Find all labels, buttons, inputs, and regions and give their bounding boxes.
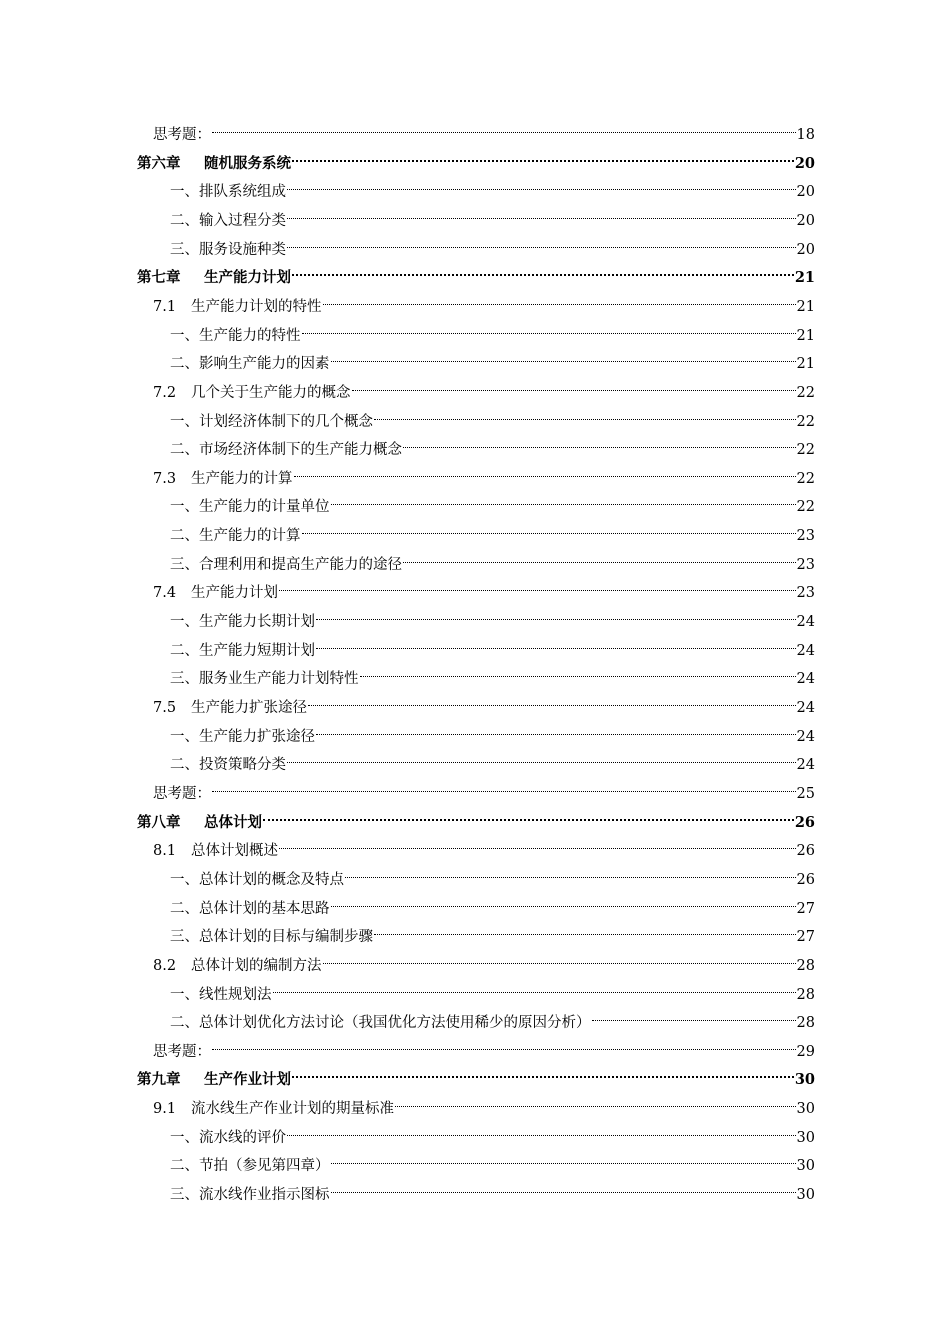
toc-entry-label: 二、生产能力短期计划 <box>170 642 315 659</box>
dot-leader <box>287 1135 796 1136</box>
dot-leader <box>323 963 796 964</box>
dot-leader <box>395 1106 796 1107</box>
toc-item-entry[interactable] <box>170 723 815 751</box>
toc-item-entry[interactable] <box>170 1124 815 1152</box>
toc-section-entry[interactable] <box>153 293 815 321</box>
section-title: 生产能力计划 <box>191 585 278 602</box>
dot-leader <box>345 877 796 878</box>
dot-leader <box>294 476 796 477</box>
section-title: 生产能力计划的特性 <box>191 298 322 315</box>
page-number: 21 <box>796 298 815 315</box>
toc-item-entry[interactable] <box>170 1181 815 1209</box>
page-number: 30 <box>794 1071 815 1089</box>
dot-leader <box>279 590 796 591</box>
dot-leader <box>316 619 796 620</box>
dot-leader <box>263 819 794 821</box>
toc-entry-label: 三、合理利用和提高生产能力的途径 <box>170 556 402 573</box>
toc-chapter-entry[interactable] <box>137 1066 815 1094</box>
toc-item-entry[interactable] <box>170 751 815 779</box>
toc-entry-label <box>153 293 322 321</box>
dot-leader <box>331 1163 796 1164</box>
toc-questions-entry[interactable] <box>153 780 815 808</box>
dot-leader <box>287 247 796 248</box>
chapter-title: 随机服务系统 <box>204 154 291 172</box>
chapter-number: 第八章 <box>137 813 181 831</box>
toc-item-entry[interactable] <box>170 608 815 636</box>
toc-entry-label: 三、流水线作业指示图标 <box>170 1187 330 1204</box>
page-number: 30 <box>796 1187 815 1204</box>
toc-entry-label: 一、流水线的评价 <box>170 1129 286 1146</box>
page-number: 24 <box>796 700 815 716</box>
toc-entry-label: 思考题： <box>153 785 211 802</box>
toc-questions-entry[interactable] <box>153 121 815 149</box>
toc-entry-label <box>153 837 278 865</box>
toc-entry-label: 三、服务设施种类 <box>170 241 286 258</box>
dot-leader <box>331 361 796 362</box>
section-title: 总体计划的编制方法 <box>191 957 322 974</box>
section-title: 流水线生产作业计划的期量标准 <box>191 1101 394 1118</box>
dot-leader <box>212 132 796 133</box>
chapter-title: 生产能力计划 <box>204 269 291 287</box>
toc-item-entry[interactable] <box>170 178 815 206</box>
toc-entry-label: 一、生产能力的特性 <box>170 327 301 344</box>
page-number: 20 <box>796 212 815 229</box>
dot-leader <box>279 848 796 849</box>
section-title: 生产能力的计算 <box>191 470 293 487</box>
dot-leader <box>592 1020 796 1021</box>
toc-chapter-entry[interactable] <box>137 150 815 178</box>
dot-leader <box>331 1192 796 1193</box>
toc-section-entry[interactable] <box>153 694 815 722</box>
page-number: 25 <box>796 785 815 802</box>
toc-entry-label <box>153 694 307 722</box>
dot-leader <box>302 533 796 534</box>
dot-leader <box>292 274 794 276</box>
page-number: 26 <box>796 843 815 860</box>
page-number: 30 <box>796 1129 815 1146</box>
toc-entry-label: 思考题： <box>153 127 211 143</box>
toc-item-entry[interactable] <box>170 923 815 951</box>
toc-entry-label <box>137 264 291 292</box>
chapter-number: 第九章 <box>137 1071 181 1089</box>
toc-entry-label: 二、投资策略分类 <box>170 757 286 774</box>
toc-entry-label: 三、服务业生产能力计划特性 <box>170 671 359 688</box>
dot-leader <box>316 648 796 649</box>
page-number: 22 <box>796 470 815 487</box>
toc-chapter-entry[interactable] <box>137 809 815 837</box>
page-number: 23 <box>796 556 815 573</box>
toc-section-entry[interactable] <box>153 579 815 607</box>
toc-section-entry[interactable] <box>153 952 815 980</box>
toc-entry-label: 二、总体计划优化方法讨论（我国优化方法使用稀少的原因分析） <box>170 1015 591 1032</box>
section-number: 7.2 <box>153 384 177 401</box>
dot-leader <box>308 705 796 706</box>
toc-item-entry[interactable] <box>170 551 815 579</box>
page-number: 27 <box>796 900 815 917</box>
section-title: 几个关于生产能力的概念 <box>191 384 351 401</box>
page-number: 20 <box>796 184 815 201</box>
toc-entry-label <box>137 1066 291 1094</box>
toc-entry-label: 一、计划经济体制下的几个概念 <box>170 413 373 430</box>
page-number: 27 <box>796 929 815 946</box>
page-number: 21 <box>796 327 815 344</box>
toc-item-entry[interactable] <box>170 436 815 464</box>
toc-section-entry[interactable] <box>153 465 815 493</box>
page-number: 22 <box>796 499 815 516</box>
page-number: 28 <box>796 957 815 974</box>
dot-leader <box>273 992 796 993</box>
toc-entry-label <box>153 379 351 407</box>
page-number: 22 <box>796 442 815 459</box>
dot-leader <box>352 390 796 391</box>
toc-entry-label: 二、输入过程分类 <box>170 212 286 229</box>
page-number: 20 <box>796 241 815 258</box>
toc-item-entry[interactable] <box>170 522 815 550</box>
toc-entry-label: 一、生产能力长期计划 <box>170 614 315 631</box>
toc-entry-label: 一、线性规划法 <box>170 986 272 1003</box>
toc-item-entry[interactable] <box>170 322 815 350</box>
dot-leader <box>287 218 796 219</box>
page-number: 28 <box>796 986 815 1003</box>
toc-section-entry[interactable] <box>153 837 815 865</box>
toc-item-entry[interactable] <box>170 866 815 894</box>
chapter-title: 生产作业计划 <box>204 1071 291 1089</box>
dot-leader <box>287 762 796 763</box>
page-number: 28 <box>796 1015 815 1032</box>
toc-item-entry[interactable] <box>170 207 815 235</box>
dot-leader <box>287 189 796 190</box>
toc-entry-label: 一、生产能力的计量单位 <box>170 499 330 516</box>
toc-item-entry[interactable] <box>170 1009 815 1037</box>
chapter-number: 第七章 <box>137 269 181 287</box>
page-number: 26 <box>796 871 815 888</box>
dot-leader <box>212 791 796 792</box>
section-number: 8.1 <box>153 843 177 860</box>
page-number: 24 <box>796 642 815 659</box>
toc-entry-label: 二、生产能力的计算 <box>170 528 301 545</box>
chapter-title: 总体计划 <box>204 813 262 831</box>
toc-entry-label: 思考题： <box>153 1043 211 1060</box>
dot-leader <box>302 333 796 334</box>
toc-entry-label <box>137 809 262 837</box>
toc-questions-entry[interactable] <box>153 1038 815 1066</box>
toc-entry-label: 三、总体计划的目标与编制步骤 <box>170 929 373 946</box>
page-number: 30 <box>796 1158 815 1175</box>
page-number: 22 <box>796 413 815 430</box>
dot-leader <box>331 504 796 505</box>
page-number: 26 <box>794 813 815 831</box>
toc-item-entry[interactable] <box>170 408 815 436</box>
toc-entry-label <box>153 952 322 980</box>
section-number: 7.4 <box>153 585 177 602</box>
toc-entry-label: 二、节拍（参见第四章） <box>170 1158 330 1175</box>
toc-entry-label: 二、总体计划的基本思路 <box>170 900 330 917</box>
dot-leader <box>212 1049 796 1050</box>
page-number: 24 <box>796 671 815 688</box>
dot-leader <box>360 676 796 677</box>
toc-item-entry[interactable] <box>170 637 815 665</box>
section-title: 总体计划概述 <box>191 843 278 860</box>
chapter-number: 第六章 <box>137 154 181 172</box>
dot-leader <box>403 447 796 448</box>
page-number: 22 <box>796 384 815 401</box>
toc-entry-label: 一、总体计划的概念及特点 <box>170 871 344 888</box>
section-number: 9.1 <box>153 1101 177 1118</box>
dot-leader <box>292 160 794 162</box>
page-number: 23 <box>796 528 815 545</box>
page-number: 24 <box>796 614 815 631</box>
toc-item-entry[interactable] <box>170 236 815 264</box>
section-number: 8.2 <box>153 957 177 974</box>
page-number: 21 <box>796 356 815 373</box>
page-number: 18 <box>796 127 815 143</box>
dot-leader <box>374 419 796 420</box>
toc-entry-label: 二、市场经济体制下的生产能力概念 <box>170 442 402 459</box>
section-number: 7.1 <box>153 298 177 315</box>
section-number: 7.3 <box>153 470 177 487</box>
toc-entry-label <box>137 150 291 178</box>
toc-entry-label <box>153 465 293 493</box>
section-number: 7.5 <box>153 700 177 716</box>
toc-item-entry[interactable] <box>170 895 815 923</box>
toc-item-entry[interactable] <box>170 493 815 521</box>
toc-entry-label: 一、生产能力扩张途径 <box>170 728 315 745</box>
page-number: 20 <box>794 154 815 172</box>
toc-item-entry[interactable] <box>170 665 815 693</box>
page-number: 24 <box>796 757 815 774</box>
toc-item-entry[interactable] <box>170 350 815 378</box>
toc-entry-label: 二、影响生产能力的因素 <box>170 356 330 373</box>
dot-leader <box>331 906 796 907</box>
toc-section-entry[interactable] <box>153 1095 815 1123</box>
toc-entry-label: 一、排队系统组成 <box>170 184 286 201</box>
page-number: 29 <box>796 1043 815 1060</box>
section-title: 生产能力扩张途径 <box>191 700 307 716</box>
dot-leader <box>403 562 796 563</box>
dot-leader <box>323 304 796 305</box>
dot-leader <box>374 934 796 935</box>
toc-item-entry[interactable] <box>170 1152 815 1180</box>
toc-entry-label <box>153 1095 394 1123</box>
toc-item-entry[interactable] <box>170 981 815 1009</box>
page-number: 24 <box>796 728 815 745</box>
toc-entry-label <box>153 579 278 607</box>
dot-leader <box>292 1076 794 1078</box>
dot-leader <box>316 734 796 735</box>
toc-section-entry[interactable] <box>153 379 815 407</box>
toc-chapter-entry[interactable] <box>137 264 815 292</box>
page-number: 30 <box>796 1101 815 1118</box>
page-number: 21 <box>794 269 815 287</box>
page-number: 23 <box>796 585 815 602</box>
